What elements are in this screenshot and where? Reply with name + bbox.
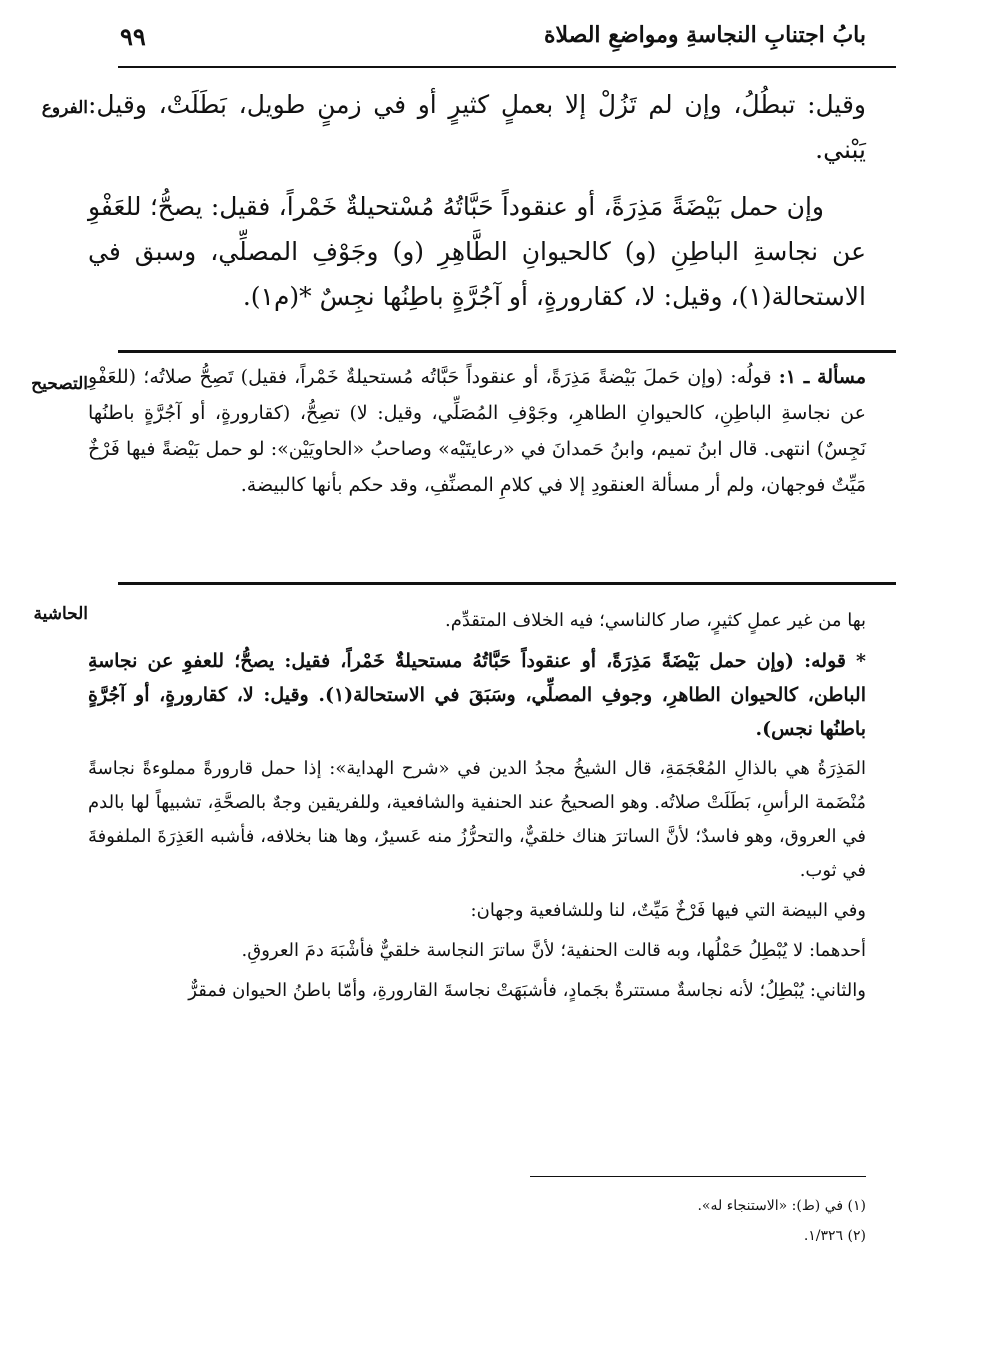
hashiya-paragraph-0: بها من غير عملٍ كثيرٍ، صار كالناسي؛ فيه الخلاف المتقدِّم. — [444, 610, 866, 631]
hashiya-paragraph-5: والثاني: يُبْطِلُ؛ لأنه نجاسةٌ مستترةٌ بجَمادٍ، فأشبَهَتْ نجاسةَ القارورةِ، وأمّا باطنُ الحيوان فمقرٌّ — [188, 980, 866, 1001]
hashiya-paragraph-4: أحدهما: لا يُبْطِلُ حَمْلُها، وبه قالت الحنفية؛ لأنَّ ساترَ النجاسة خلقيٌّ فأشْبَهَ دمَ العروقِ. — [241, 940, 866, 961]
tashih-paragraph — [88, 359, 866, 503]
section-divider-2 — [118, 582, 896, 585]
hashiya-paragraph-2: المَذِرَةُ هي بالذالِ المُعْجَمَةِ، قال الشيخُ مجدُ الدين في «شرح الهداية»: إذا حمل قارورةً مملوءةً نجاسةً مُنْضَمة الرأسِ، بَطَلَتْ صلاتُه. وهو الصحيحُ عند الحنفية والشافعية، وللفريقين وجهٌ بالصحَّةِ، تشبيهاً لها بالدم في العروق، وهو فاسدٌ؛ لأنَّ الساترَ هناك خلقيٌّ، والتحرُّزُ منه عَسيرٌ، وها هنا بخلافه، فأشبه العَذِرَةَ الملفوفةَ في ثوب. — [88, 758, 866, 881]
footnote-2: (٢) ١/٣٢٦. — [803, 1228, 866, 1244]
header-rule — [118, 66, 896, 68]
side-label-hashiya: الحاشية — [33, 604, 88, 624]
furu-paragraph-1: وقيل: تبطُلُ، وإن لم تَزُلْ إلا بعملٍ كثيرٍ أو في زمنٍ طويل، بَطَلَتْ، وقيل: يَبْني. — [88, 90, 866, 164]
side-label-furu: الفروع — [41, 98, 88, 118]
furu-paragraph-2: وإن حمل بَيْضَةً مَذِرَةً، أو عنقوداً حَبَّاتُهُ مُسْتحيلةٌ خَمْراً، فقيل: يصحُّ؛ للعَفْوِ عن نجاسةِ الباطِنِ (و) كالحيوانِ الطَّاهِرِ (و) وجَوْفِ المصلِّي، وسبق في الاستحالة(١)، وقيل: لا، كقارورةٍ، أو آجُرَّةٍ باطِنُها نجِسٌ *(م١). — [88, 192, 866, 311]
footnote-1: (١) في (ط): «الاستنجاء له». — [697, 1198, 866, 1214]
side-label-tashih: التصحيح — [31, 374, 88, 394]
furu-section — [88, 82, 866, 319]
tashih-text: قولُه: (وإن حَملَ بَيْضةً مَذِرَةً، أو عنقوداً حَبَّاتُه مُستحيلةٌ خَمْراً، فقيل) تَصِحُّ صلاتُه؛ (للعَفْوِ عن نجاسةِ الباطِنِ، كالحيوانِ الطاهرِ، وجَوْفِ المُصَلِّي، وقيل: لا) تصِحُّ، (كقارورةٍ، أو آجُرَّةٍ باطنُها نَجِسٌ) انتهى. قال ابنُ تميم، وابنُ حَمدانَ في «رعايتَيْه» وصاحبُ «الحاويَيْن»: لو حمل بَيْضةً فيها فَرْخٌ مَيِّتٌ فوجهان، ولم أر مسألة العنقودِ إلا في كلامِ المصنِّفِ، وقد حكم بأنها كالبيضة. — [88, 366, 866, 496]
page-number: ٩٩ — [120, 22, 146, 51]
hashiya-quoted-paragraph: * قوله: (وإن حمل بَيْضَةً مَذِرَةً، أو عنقوداً حَبَّاتُهُ مستحيلةٌ خَمْراً، فقيل: يصحُّ؛ للعفوِ عن نجاسةِ الباطن، كالحيوان الطاهرِ، وجوفِ المصلِّي، وسَبَقَ في الاستحالة(١). وقيل: لا، كقارورةٍ، أو آجُرَّةٍ باطنُها نجس). — [88, 650, 866, 740]
tashih-issue-label: مسألة ـ ١: — [778, 366, 866, 388]
section-divider-1 — [118, 350, 896, 353]
running-header-title: بابُ اجتنابِ النجاسةِ ومواضعِ الصلاة — [544, 22, 866, 48]
hashiya-paragraph-3: وفي البيضة التي فيها فَرْخٌ مَيِّتٌ، لنا وللشافعية وجهان: — [470, 900, 866, 921]
tashih-section — [88, 359, 866, 503]
hashiya-section — [88, 604, 866, 1014]
footnote-divider — [530, 1176, 866, 1177]
